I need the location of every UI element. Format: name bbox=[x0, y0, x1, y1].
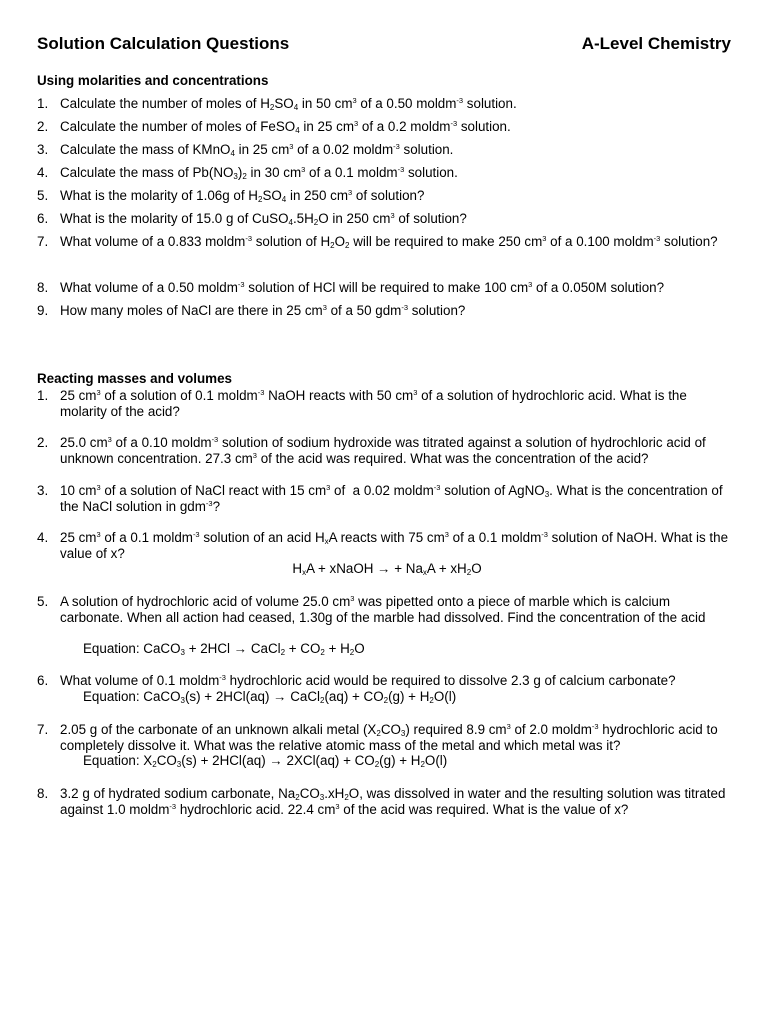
equation-q4: $H_xA$ + xNaOH → + $Na_xA + xH_2O$ bbox=[292, 561, 482, 577]
question-number: 3. bbox=[37, 142, 49, 157]
question-item bbox=[37, 303, 737, 319]
question-text: Calculate the number of moles of $H_2SO_4$ in 50 $cm^3$ of a 0.50 moldm$^{-3}$ solution. bbox=[60, 96, 517, 112]
equation-q6: Equation: CaCO$_3$(s) + 2HCl(aq) → CaCl$_2$(aq) + $CO_2(g) + H_2O(l)$ bbox=[83, 689, 457, 705]
question-item bbox=[37, 786, 737, 817]
question-item bbox=[37, 165, 737, 181]
question-number: 5. bbox=[37, 188, 49, 203]
question-number: 5. bbox=[37, 594, 49, 609]
section-heading-reacting-masses: Reacting masses and volumes bbox=[37, 371, 232, 386]
question-number: 4. bbox=[37, 165, 49, 180]
question-item bbox=[37, 483, 737, 514]
question-text: What volume of a 0.50 moldm$^{-3}$ solution of HCl will be required to make 100 $cm^3$ of a 0.050M solution? bbox=[60, 280, 665, 295]
question-item bbox=[37, 230, 737, 254]
question-text: 25.0 $cm^3$ of a 0.10 moldm$^{-3}$ solution of sodium hydroxide was titrated against a solution of hydrochloric acid of unknown concentration. 27.3 $cm^3$ of the acid was required. What was the concentration of the acid? bbox=[60, 435, 706, 466]
question-number: 6. bbox=[37, 211, 49, 226]
question-item bbox=[37, 280, 737, 296]
question-text: What is the molarity of 15.0 g of $CuSO_4.5H_2O$ in 250 $cm^3$ of solution? bbox=[60, 211, 467, 227]
page-title: Solution Calculation Questions bbox=[37, 34, 290, 53]
question-text: What volume of a 0.833 moldm$^{-3}$ solution of $H_2O_2$ will be required to make 250 $cm^3$ of a 0.100 moldm$^{-3}$ solution? bbox=[60, 234, 718, 250]
question-text: 25 $cm^3$ of a solution of 0.1 moldm$^{-3}$ NaOH reacts with 50 $cm^3$ of a solution of hydrochloric acid. What is the molarity of the acid? bbox=[60, 388, 687, 419]
question-number: 3. bbox=[37, 483, 49, 498]
question-text: What volume of 0.1 moldm$^{-3}$ hydrochloric acid would be required to dissolve 2.3 g of calcium carbonate? bbox=[60, 673, 676, 688]
question-number: 2. bbox=[37, 435, 49, 450]
question-text: What is the molarity of 1.06g of $H_2SO_4$ in 250 $cm^3$ of solution? bbox=[60, 188, 425, 204]
question-item bbox=[37, 211, 737, 227]
question-item bbox=[37, 594, 737, 625]
question-number: 1. bbox=[37, 96, 49, 111]
question-number: 1. bbox=[37, 388, 49, 403]
question-text: 25 $cm^3$ of a 0.1 moldm$^{-3}$ solution of an acid $H_xA$ reacts with 75 $cm^3$ of a 0.1 moldm$^{-3}$ solution of NaOH. What is the value of x? bbox=[60, 530, 729, 561]
question-item bbox=[37, 435, 737, 466]
question-text: 2.05 g of the carbonate of an unknown alkali metal $(X_2CO_3)$ required 8.9 $cm^3$ of 2.0 moldm$^{-3}$ hydrochloric acid to completely dissolve it. What was the relative atomic mass of the metal and which metal was it? bbox=[60, 722, 718, 753]
question-item bbox=[37, 188, 737, 204]
question-text: Calculate the number of moles of FeSO$_4$ in 25 $cm^3$ of a 0.2 moldm$^{-3}$ solution. bbox=[60, 119, 511, 135]
question-number: 7. bbox=[37, 234, 49, 249]
question-number: 4. bbox=[37, 530, 49, 545]
question-number: 9. bbox=[37, 303, 49, 318]
equation-q7: Equation: $X_2CO_3(s) + 2HCl(aq) \to 2XCl(aq) + CO_2(g) + H_2O(l)$ bbox=[83, 753, 448, 769]
question-item bbox=[37, 722, 737, 753]
question-item bbox=[37, 388, 737, 419]
section-heading-molarities: Using molarities and concentrations bbox=[37, 73, 269, 88]
question-number: 2. bbox=[37, 119, 49, 134]
question-text: 3.2 g of hydrated sodium carbonate, $Na_2CO_3.xH_2O$, was dissolved in water and the resulting solution was titrated against 1.0 moldm$^{-3}$ hydrochloric acid. 22.4 $cm^3$ of the acid was required. What is the value of x? bbox=[60, 786, 726, 817]
question-number: 6. bbox=[37, 673, 49, 688]
subject-label: A-Level Chemistry bbox=[581, 34, 731, 53]
question-item bbox=[37, 673, 737, 689]
question-text: How many moles of NaCl are there in 25 $cm^3$ of a 50 gdm$^{-3}$ solution? bbox=[60, 303, 466, 318]
question-text: A solution of hydrochloric acid of volume 25.0 $cm^3$ was pipetted onto a piece of marble which is calcium carbonate. When all action had ceased, 1.30g of the marble had dissolved. Find the concentration of the acid bbox=[60, 594, 706, 625]
question-item bbox=[37, 530, 737, 561]
question-item bbox=[37, 142, 737, 158]
question-item bbox=[37, 96, 737, 112]
question-item bbox=[37, 119, 737, 135]
question-number: 8. bbox=[37, 786, 49, 801]
question-text: 10 $cm^3$ of a solution of NaCl react with 15 $cm^3$ of a 0.02 moldm$^{-3}$ solution of AgNO$_3$. What is the concentration of the NaCl solution in gdm$^{-3}$? bbox=[60, 483, 723, 514]
question-number: 7. bbox=[37, 722, 49, 737]
question-number: 8. bbox=[37, 280, 49, 295]
question-text: Calculate the mass of $Pb(NO_3)_2$ in 30 $cm^3$ of a 0.1 moldm$^{-3}$ solution. bbox=[60, 165, 458, 181]
equation-q5: Equation: CaCO$_3$ + 2HCl → CaCl$_2$ + $CO_2 + H_2O$ bbox=[83, 641, 365, 657]
question-text: Calculate the mass of KMnO$_4$ in 25 $cm^3$ of a 0.02 moldm$^{-3}$ solution. bbox=[60, 142, 454, 158]
